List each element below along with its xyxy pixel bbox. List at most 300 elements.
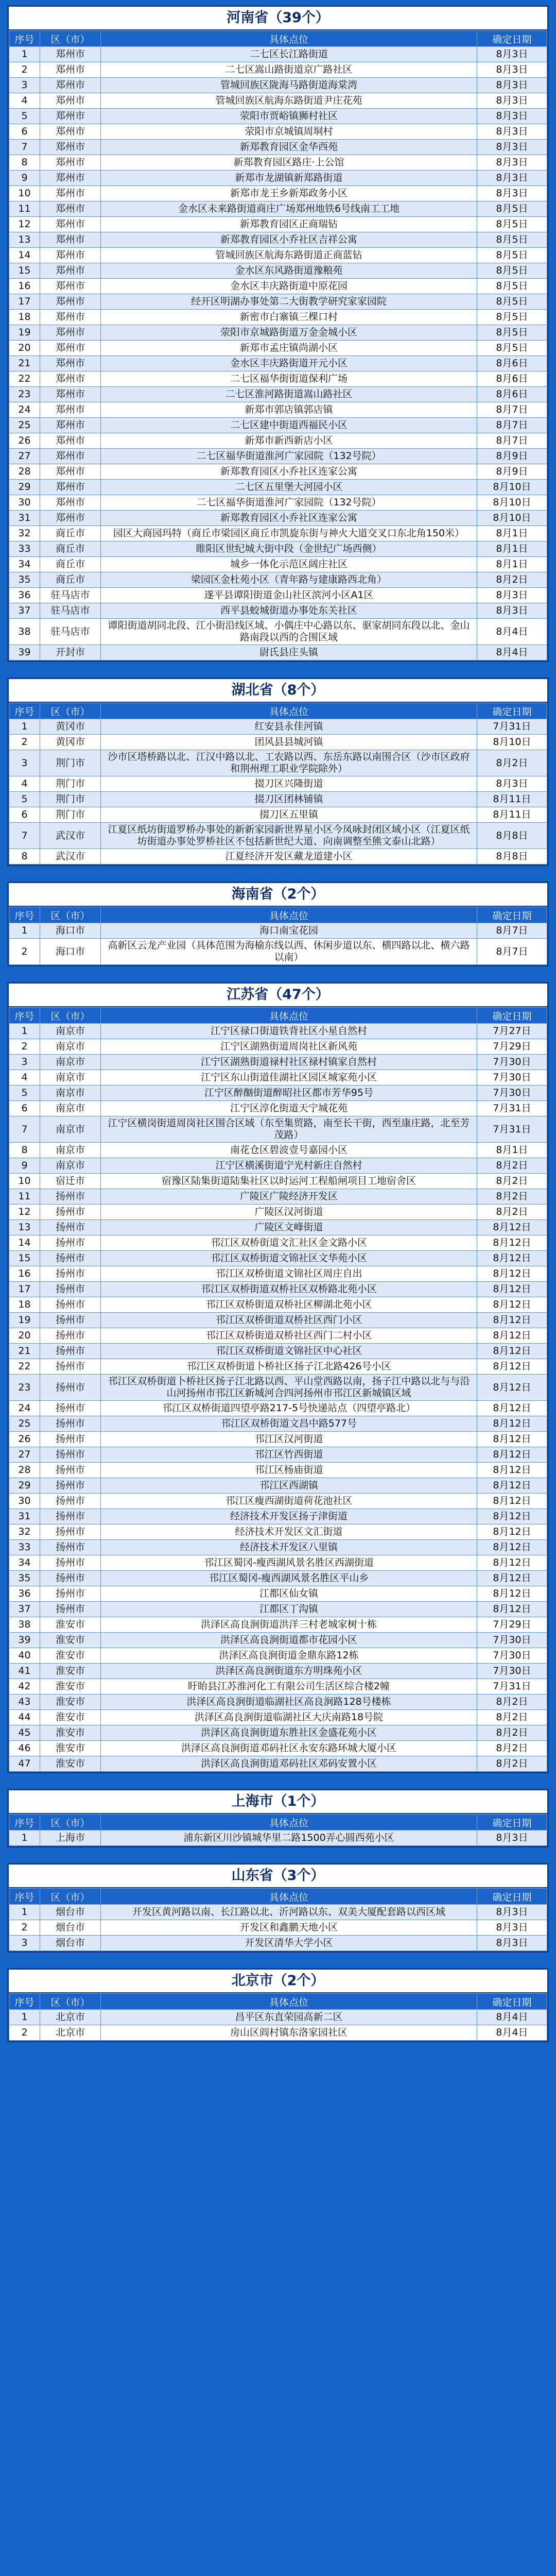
row-index: 36 [9, 588, 40, 603]
row-index: 17 [9, 294, 40, 310]
row-location: 邗江区双桥街道四望亭路217-5号快递站点（四望亭路北） [101, 1401, 477, 1416]
row-index: 39 [9, 645, 40, 660]
table-row [9, 263, 547, 279]
row-location: 二七区建中街道西福民小区 [101, 418, 477, 433]
table-row [9, 217, 547, 232]
row-city: 商丘市 [40, 557, 101, 572]
row-location: 邗江区双桥街道文汇社区金文路小区 [101, 1235, 477, 1251]
section-title: 江苏省（47个） [9, 984, 547, 1007]
row-city: 扬州市 [40, 1586, 101, 1602]
header-row [9, 1815, 547, 1831]
row-date: 8月4日 [477, 619, 547, 645]
table-row [9, 310, 547, 325]
row-date: 8月1日 [477, 557, 547, 572]
row-location: 新密市白寨镇三棵口村 [101, 310, 477, 325]
table-row [9, 1039, 547, 1055]
table-row [9, 1116, 547, 1143]
row-index: 29 [9, 1478, 40, 1494]
table-body [9, 923, 547, 965]
row-date: 8月4日 [477, 645, 547, 660]
column-header: 区（市） [40, 703, 101, 719]
row-date: 8月12日 [477, 1266, 547, 1282]
row-city: 郑州市 [40, 248, 101, 263]
table-row [9, 279, 547, 294]
table-row [9, 1920, 547, 1936]
row-index: 1 [9, 1831, 40, 1846]
table-row [9, 1509, 547, 1524]
row-city: 郑州市 [40, 480, 101, 495]
row-index: 19 [9, 325, 40, 341]
row-location: 高新区云龙产业园（具体范围为海榆东线以西、休闲步道以东、横四路以北、横六路以南） [101, 939, 477, 965]
table-row [9, 124, 547, 140]
row-location: 邗江区杨庙街道 [101, 1463, 477, 1478]
row-date: 7月31日 [477, 1101, 547, 1116]
row-location: 谭阳街道胡同北段、江小街沿线区域、小偶庄中心路以东、驱家胡同东段以北、金山路南段以西的合围区域 [101, 619, 477, 645]
row-date: 8月12日 [477, 1401, 547, 1416]
row-index: 1 [9, 47, 40, 62]
row-city: 扬州市 [40, 1571, 101, 1586]
table-row [9, 1189, 547, 1205]
column-header: 区（市） [40, 1889, 101, 1905]
row-city: 北京市 [40, 2010, 101, 2025]
row-location: 新郑市新西新店小区 [101, 433, 477, 449]
row-date: 7月30日 [477, 1648, 547, 1664]
row-date: 8月5日 [477, 279, 547, 294]
table-row [9, 1235, 547, 1251]
row-city: 宿迁市 [40, 1174, 101, 1189]
row-city: 扬州市 [40, 1359, 101, 1375]
row-index: 23 [9, 1375, 40, 1401]
row-city: 扬州市 [40, 1478, 101, 1494]
row-index: 18 [9, 1297, 40, 1313]
table-row [9, 541, 547, 557]
row-date: 8月4日 [477, 2010, 547, 2025]
table-row [9, 1432, 547, 1447]
table-header [9, 1008, 547, 1024]
row-date: 7月29日 [477, 1039, 547, 1055]
table-row [9, 1070, 547, 1086]
row-location: 二七区福华街道淮河广家园院（132号院） [101, 495, 477, 511]
row-index: 33 [9, 1540, 40, 1555]
row-index: 44 [9, 1710, 40, 1725]
table-row [9, 511, 547, 526]
row-city: 南京市 [40, 1116, 101, 1143]
row-city: 商丘市 [40, 526, 101, 541]
row-city: 郑州市 [40, 78, 101, 93]
row-location: 邗江区双桥街道双桥社区西门二村小区 [101, 1328, 477, 1344]
table-row [9, 248, 547, 263]
row-city: 郑州市 [40, 62, 101, 78]
row-index: 28 [9, 464, 40, 480]
table-row [9, 1344, 547, 1359]
table-row [9, 1251, 547, 1266]
table-row [9, 464, 547, 480]
row-city: 荆门市 [40, 807, 101, 823]
row-date: 8月9日 [477, 449, 547, 464]
table-row [9, 1266, 547, 1282]
row-index: 11 [9, 201, 40, 217]
row-location: 二七区长江路街道 [101, 47, 477, 62]
row-date: 8月3日 [477, 109, 547, 124]
row-index: 30 [9, 495, 40, 511]
row-location: 荥阳市京城镇周垌村 [101, 124, 477, 140]
table-row [9, 402, 547, 418]
row-location: 广陵区汉河街道 [101, 1205, 477, 1220]
row-date: 8月12日 [477, 1494, 547, 1509]
row-location: 江宁区淳化街道天宁城花苑 [101, 1101, 477, 1116]
row-index: 43 [9, 1694, 40, 1710]
table-row [9, 1143, 547, 1158]
row-date: 8月12日 [477, 1555, 547, 1571]
row-date: 8月12日 [477, 1432, 547, 1447]
row-location: 新郑市孟庄镇尚湖小区 [101, 341, 477, 356]
column-header: 确定日期 [477, 703, 547, 719]
row-location: 金水区未来路街道商庄广场郑州地铁6号线南工工地 [101, 201, 477, 217]
row-date: 8月12日 [477, 1328, 547, 1344]
row-index: 26 [9, 433, 40, 449]
row-index: 41 [9, 1664, 40, 1679]
table-row [9, 155, 547, 171]
row-index: 7 [9, 140, 40, 155]
row-location: 洪泽区高良涧街道东胜社区金盛花苑小区 [101, 1725, 477, 1741]
column-header: 具体点位 [101, 1889, 477, 1905]
row-location: 江宁区醉酗街道醉昭社区都市芳华95号 [101, 1086, 477, 1101]
row-city: 海口市 [40, 923, 101, 939]
row-date: 8月2日 [477, 1725, 547, 1741]
row-index: 3 [9, 78, 40, 93]
row-date: 8月3日 [477, 588, 547, 603]
row-city: 郑州市 [40, 402, 101, 418]
header-row [9, 703, 547, 719]
row-date: 8月12日 [477, 1251, 547, 1266]
table-row [9, 823, 547, 849]
table-row [9, 47, 547, 62]
table-row [9, 356, 547, 371]
row-location: 掇刀区团林铺镇 [101, 792, 477, 807]
row-index: 35 [9, 572, 40, 588]
row-city: 扬州市 [40, 1494, 101, 1509]
row-location: 团风县县城河镇 [101, 735, 477, 750]
row-index: 37 [9, 1602, 40, 1617]
province-section [7, 1863, 549, 1953]
section-title: 湖北省（8个） [9, 679, 547, 703]
column-header: 具体点位 [101, 1994, 477, 2010]
table-row [9, 1101, 547, 1116]
table-row [9, 1571, 547, 1586]
row-date: 8月3日 [477, 124, 547, 140]
row-date: 8月2日 [477, 1694, 547, 1710]
column-header: 序号 [9, 1889, 40, 1905]
section-title: 山东省（3个） [9, 1865, 547, 1888]
row-date: 8月12日 [477, 1359, 547, 1375]
table-header [9, 907, 547, 923]
row-index: 11 [9, 1189, 40, 1205]
table-header [9, 1815, 547, 1831]
row-index: 6 [9, 807, 40, 823]
row-location: 邗江区双桥街道文锦社区文华苑小区 [101, 1251, 477, 1266]
row-date: 8月4日 [477, 2025, 547, 2041]
row-index: 32 [9, 526, 40, 541]
table-row [9, 776, 547, 792]
row-date: 8月5日 [477, 263, 547, 279]
row-index: 9 [9, 171, 40, 186]
row-location: 浦东新区川沙镇城华里二路1500弄心圆西苑小区 [101, 1831, 477, 1846]
row-location: 睢阳区世纪城大街中段（金世纪广场西侧） [101, 541, 477, 557]
table-row [9, 719, 547, 735]
row-location: 江宁区东山街道佳湖社区园区城家苑小区 [101, 1070, 477, 1086]
row-date: 7月30日 [477, 1664, 547, 1679]
table-row [9, 109, 547, 124]
table-header [9, 703, 547, 719]
column-header: 序号 [9, 31, 40, 47]
table-row [9, 1617, 547, 1633]
row-index: 17 [9, 1282, 40, 1297]
row-index: 34 [9, 557, 40, 572]
table-row [9, 1401, 547, 1416]
table-row [9, 1416, 547, 1432]
row-date: 8月3日 [477, 1936, 547, 1951]
province-section [7, 1789, 549, 1848]
row-date: 8月12日 [477, 1344, 547, 1359]
row-city: 郑州市 [40, 109, 101, 124]
row-index: 15 [9, 1251, 40, 1266]
column-header: 序号 [9, 1008, 40, 1024]
row-city: 扬州市 [40, 1509, 101, 1524]
row-location: 二七区五里堡大河园小区 [101, 480, 477, 495]
row-city: 扬州市 [40, 1416, 101, 1432]
row-city: 淮安市 [40, 1710, 101, 1725]
row-index: 14 [9, 248, 40, 263]
row-city: 荆门市 [40, 750, 101, 776]
row-date: 8月5日 [477, 325, 547, 341]
row-index: 29 [9, 480, 40, 495]
table-row [9, 201, 547, 217]
row-index: 1 [9, 923, 40, 939]
row-location: 江宁区横溪街道宁光村新庄自然村 [101, 1158, 477, 1174]
row-location: 邗江区双桥街道文锦社区周庄自出 [101, 1266, 477, 1282]
row-date: 7月31日 [477, 1116, 547, 1143]
table-body [9, 1905, 547, 1951]
row-city: 郑州市 [40, 217, 101, 232]
row-date: 8月11日 [477, 807, 547, 823]
row-index: 31 [9, 511, 40, 526]
row-index: 38 [9, 1617, 40, 1633]
row-city: 淮安市 [40, 1741, 101, 1756]
row-city: 扬州市 [40, 1602, 101, 1617]
row-location: 洪泽区高良涧街道临湖社区大庆南路18号院 [101, 1710, 477, 1725]
row-date: 8月7日 [477, 433, 547, 449]
row-location: 开发区黄河路以南、长江路以北、沂河路以东、双美大厦配套路以西区域 [101, 1905, 477, 1920]
region-table [9, 907, 547, 965]
section-title: 河南省（39个） [9, 7, 547, 30]
row-city: 郑州市 [40, 93, 101, 109]
table-body [9, 2010, 547, 2041]
table-row [9, 1359, 547, 1375]
table-row [9, 1710, 547, 1725]
row-index: 32 [9, 1524, 40, 1540]
row-date: 8月2日 [477, 1741, 547, 1756]
row-date: 7月29日 [477, 1617, 547, 1633]
row-index: 7 [9, 1116, 40, 1143]
table-row [9, 495, 547, 511]
row-location: 遂平县谭阳街道金山社区滨河小区A1区 [101, 588, 477, 603]
row-city: 郑州市 [40, 371, 101, 387]
table-row [9, 1086, 547, 1101]
row-index: 14 [9, 1235, 40, 1251]
row-index: 20 [9, 341, 40, 356]
row-index: 2 [9, 735, 40, 750]
row-location: 开发区清华大学小区 [101, 1936, 477, 1951]
row-index: 3 [9, 1936, 40, 1951]
row-location: 城乡一体化示范区阔庄社区 [101, 557, 477, 572]
table-row [9, 93, 547, 109]
row-index: 5 [9, 109, 40, 124]
row-location: 江夏区纸坊街道罗桥办事处的新新家园新世界星小区今凤咏封闭区域小区（江夏区纸坊街道办事处罗桥社区不包括新世纪大道、向南调整至熊文泰山北路） [101, 823, 477, 849]
row-date: 7月31日 [477, 1679, 547, 1694]
row-city: 郑州市 [40, 433, 101, 449]
row-city: 扬州市 [40, 1220, 101, 1235]
row-index: 28 [9, 1463, 40, 1478]
province-section [7, 882, 549, 967]
table-row [9, 480, 547, 495]
table-row [9, 1313, 547, 1328]
row-index: 45 [9, 1725, 40, 1741]
row-city: 扬州市 [40, 1401, 101, 1416]
row-location: 经济技术开发区文汇街道 [101, 1524, 477, 1540]
row-index: 33 [9, 541, 40, 557]
column-header: 具体点位 [101, 1008, 477, 1024]
table-row [9, 603, 547, 619]
row-date: 8月5日 [477, 217, 547, 232]
row-city: 郑州市 [40, 495, 101, 511]
row-location: 新郑教育园区正商瑞钻 [101, 217, 477, 232]
row-date: 8月12日 [477, 1602, 547, 1617]
row-city: 南京市 [40, 1070, 101, 1086]
row-location: 二七区福华街街道保利广场 [101, 371, 477, 387]
row-index: 8 [9, 155, 40, 171]
row-location: 管城回族区陇海马路街道海棠湾 [101, 78, 477, 93]
row-date: 8月12日 [477, 1540, 547, 1555]
table-row [9, 78, 547, 93]
row-location: 邗江区西湖镇 [101, 1478, 477, 1494]
row-city: 北京市 [40, 2025, 101, 2041]
row-date: 8月3日 [477, 186, 547, 201]
table-row [9, 1494, 547, 1509]
row-location: 开发区和鑫鹏天地小区 [101, 1920, 477, 1936]
row-index: 3 [9, 750, 40, 776]
row-location: 管城回族区航海东路街道尹庄花苑 [101, 93, 477, 109]
table-row [9, 341, 547, 356]
province-section [7, 1968, 549, 2042]
row-date: 8月7日 [477, 418, 547, 433]
row-city: 郑州市 [40, 140, 101, 155]
row-city: 郑州市 [40, 294, 101, 310]
row-city: 淮安市 [40, 1617, 101, 1633]
row-index: 13 [9, 1220, 40, 1235]
row-city: 扬州市 [40, 1375, 101, 1401]
row-date: 7月30日 [477, 1055, 547, 1070]
row-date: 8月3日 [477, 171, 547, 186]
row-city: 郑州市 [40, 387, 101, 402]
row-location: 新郑市龙王乡新郑政务小区 [101, 186, 477, 201]
region-table [9, 1814, 547, 1846]
row-location: 邗江区双桥街道文锦社区中心社区 [101, 1344, 477, 1359]
row-date: 8月5日 [477, 232, 547, 248]
province-section [7, 5, 549, 662]
header-row [9, 1994, 547, 2010]
row-index: 26 [9, 1432, 40, 1447]
row-city: 扬州市 [40, 1251, 101, 1266]
column-header: 序号 [9, 1815, 40, 1831]
row-location: 邗江区瘦西湖街道荷花池社区 [101, 1494, 477, 1509]
row-city: 扬州市 [40, 1447, 101, 1463]
column-header: 确定日期 [477, 1008, 547, 1024]
row-location: 新郑市郭店镇郭店镇 [101, 402, 477, 418]
row-city: 郑州市 [40, 47, 101, 62]
row-location: 经济技术开发区八里镇 [101, 1540, 477, 1555]
row-index: 31 [9, 1509, 40, 1524]
header-row [9, 31, 547, 47]
row-city: 扬州市 [40, 1524, 101, 1540]
row-date: 8月12日 [477, 1313, 547, 1328]
row-index: 36 [9, 1586, 40, 1602]
row-city: 扬州市 [40, 1205, 101, 1220]
row-index: 25 [9, 418, 40, 433]
region-table [9, 1993, 547, 2041]
row-index: 24 [9, 1401, 40, 1416]
table-row [9, 1328, 547, 1344]
table-row [9, 1205, 547, 1220]
row-index: 24 [9, 402, 40, 418]
row-city: 郑州市 [40, 124, 101, 140]
row-date: 8月2日 [477, 1205, 547, 1220]
row-location: 邗江区蜀冈-瘦西湖风景名胜区西湖街道 [101, 1555, 477, 1571]
table-row [9, 1679, 547, 1694]
row-location: 尉氏县庄头镇 [101, 645, 477, 660]
table-row [9, 1633, 547, 1648]
row-city: 郑州市 [40, 155, 101, 171]
row-index: 1 [9, 2010, 40, 2025]
row-date: 8月10日 [477, 735, 547, 750]
row-city: 淮安市 [40, 1756, 101, 1772]
row-index: 47 [9, 1756, 40, 1772]
row-index: 12 [9, 217, 40, 232]
row-date: 8月10日 [477, 511, 547, 526]
table-header [9, 31, 547, 47]
table-row [9, 1741, 547, 1756]
row-location: 经济技术开发区扬子津街道 [101, 1509, 477, 1524]
province-section [7, 982, 549, 1773]
row-city: 上海市 [40, 1831, 101, 1846]
table-row [9, 1664, 547, 1679]
row-index: 2 [9, 939, 40, 965]
column-header: 序号 [9, 1994, 40, 2010]
column-header: 具体点位 [101, 703, 477, 719]
table-row [9, 232, 547, 248]
row-location: 江宁区湖熟街道禄村社区禄村镇家自然村 [101, 1055, 477, 1070]
row-date: 8月12日 [477, 1220, 547, 1235]
row-date: 8月5日 [477, 310, 547, 325]
row-city: 烟台市 [40, 1936, 101, 1951]
table-row [9, 1555, 547, 1571]
row-index: 38 [9, 619, 40, 645]
table-row [9, 2010, 547, 2025]
row-location: 荥阳市京城路街道万金金城小区 [101, 325, 477, 341]
row-location: 广陵区文峰街道 [101, 1220, 477, 1235]
row-date: 8月1日 [477, 541, 547, 557]
row-location: 红安县永佳河镇 [101, 719, 477, 735]
row-city: 淮安市 [40, 1633, 101, 1648]
